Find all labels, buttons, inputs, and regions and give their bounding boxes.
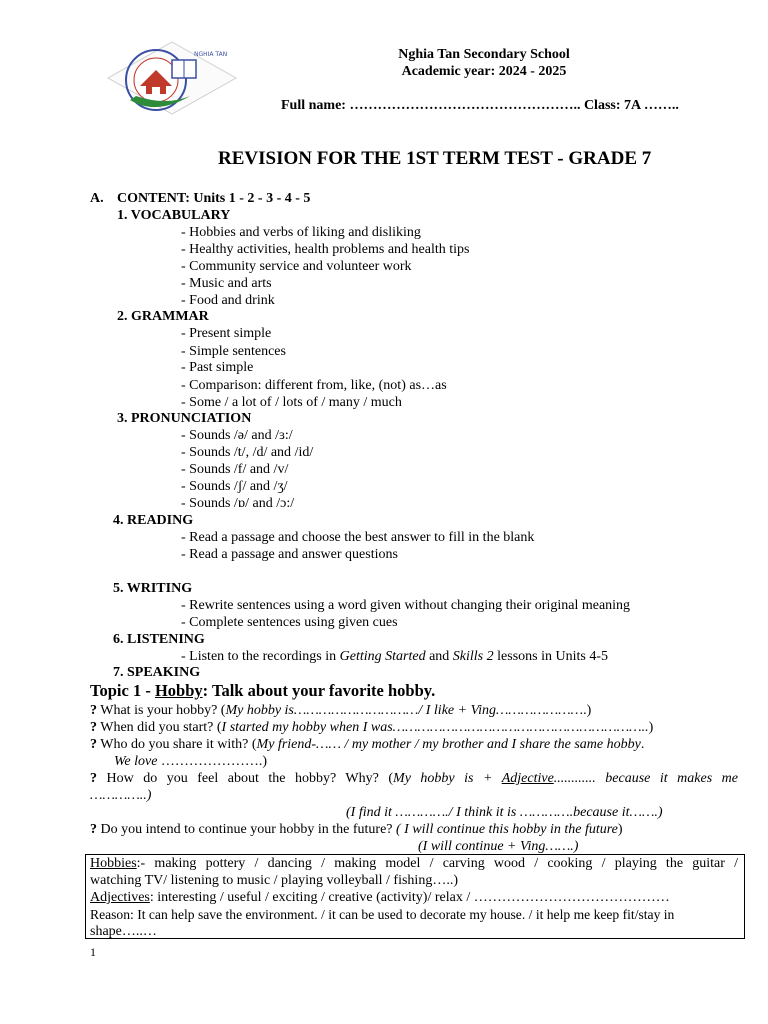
speaking-heading: 7. SPEAKING xyxy=(113,665,201,680)
listening-suffix: lessons in Units 4-5 xyxy=(493,649,608,664)
answer-adjective: Adjective xyxy=(501,771,554,786)
question-text: Who do you share it with? ( xyxy=(97,737,257,752)
listening-mid: and xyxy=(425,649,453,664)
section-a-heading: CONTENT: Units 1 - 2 - 3 - 4 - 5 xyxy=(117,191,311,206)
answer-hint: My hobby is + xyxy=(393,771,502,786)
box-reason-line-1: Reason: It can help save the environment. / it can be used to decorate my house. / it help me keep fit/stay in xyxy=(90,907,675,922)
list-item: - Simple sentences xyxy=(181,344,286,359)
answer-hint: We love xyxy=(114,754,158,769)
question-mark: ? xyxy=(90,703,97,718)
hobbies-list: :- making pottery / dancing / making model / carving wood / cooking / playing the guitar / xyxy=(136,856,738,871)
topic-heading xyxy=(90,682,435,699)
topic-prefix: Topic 1 - xyxy=(90,681,155,700)
adjectives-list: : interesting / useful / exciting / creative (activity)/ relax / …………………………………… xyxy=(149,890,670,905)
question-1 xyxy=(90,702,591,719)
box-adjectives-line xyxy=(90,889,670,906)
question-3 xyxy=(90,736,644,753)
pronunciation-heading: 3. PRONUNCIATION xyxy=(117,411,252,426)
box-reason-line-2: shape…..… xyxy=(90,924,157,939)
list-item: - Sounds /ʃ/ and /ʒ/ xyxy=(181,479,288,494)
question-text: What is your hobby? ( xyxy=(97,703,226,718)
academic-year: Academic year: 2024 - 2025 xyxy=(401,64,567,79)
reading-heading: 4. READING xyxy=(113,513,194,528)
list-item: - Hobbies and verbs of liking and disliking xyxy=(181,225,421,240)
svg-text:NGHIA TAN: NGHIA TAN xyxy=(194,51,228,58)
list-item: - Comparison: different from, like, (not) as…as xyxy=(181,378,447,393)
answer-hint: ( I will continue this hobby in the future xyxy=(396,822,618,837)
list-item: - Read a passage and choose the best answer to fill in the blank xyxy=(181,530,535,545)
answer-close: .) xyxy=(583,703,592,718)
answer-close: . xyxy=(640,737,645,752)
listening-prefix: - Listen to the recordings in xyxy=(181,649,340,664)
listening-em-getting-started: Getting Started xyxy=(339,649,426,664)
listening-em-skills2: Skills 2 xyxy=(452,649,494,664)
adjectives-label: Adjectives xyxy=(90,890,150,905)
answer-blank: ………………….) xyxy=(157,754,268,769)
page-title: REVISION FOR THE 1ST TERM TEST - GRADE 7 xyxy=(218,148,652,169)
list-item: - Food and drink xyxy=(181,293,275,308)
list-item: - Sounds /f/ and /v/ xyxy=(181,462,289,477)
list-item: - Sounds /ɒ/ and /ɔ:/ xyxy=(181,496,295,511)
list-item: - Sounds /ə/ and /ɜ:/ xyxy=(181,428,293,443)
list-item: - Rewrite sentences using a word given without changing their original meaning xyxy=(181,598,631,613)
question-text: How do you feel about the hobby? Why? ( xyxy=(97,771,394,786)
answer-hint: I started my hobby when I was…………………………………………………….. xyxy=(221,720,649,735)
question-text: Do you intend to continue your hobby in the future? xyxy=(97,822,396,837)
fullname-class-line: Full name: ………………………………………….. Class: 7A …….. xyxy=(281,98,679,113)
grammar-heading: 2. GRAMMAR xyxy=(117,309,209,324)
list-item: - Music and arts xyxy=(181,276,272,291)
list-item: - Complete sentences using given cues xyxy=(181,615,398,630)
list-item: - Sounds /t/, /d/ and /id/ xyxy=(181,445,314,460)
question-mark: ? xyxy=(90,771,97,786)
topic-keyword: Hobby xyxy=(154,681,203,700)
question-4 xyxy=(90,770,738,787)
question-mark: ? xyxy=(90,737,97,752)
hobbies-label: Hobbies xyxy=(90,856,137,871)
list-item: - Some / a lot of / lots of / many / much xyxy=(181,395,402,410)
list-item: - Community service and volunteer work xyxy=(181,259,412,274)
box-hobbies-line-2: watching TV/ listening to music / playing volleyball / fishing…..) xyxy=(90,873,458,888)
answer-hint: My friend-…… / my mother / my brother and I share the same hobby xyxy=(256,737,641,752)
listening-heading: 6. LISTENING xyxy=(113,632,205,647)
question-2 xyxy=(90,719,653,736)
list-item xyxy=(181,648,608,665)
box-hobbies-line-1 xyxy=(90,855,738,872)
question-4-continuation: …………..) xyxy=(90,788,152,803)
question-text: When did you start? ( xyxy=(97,720,222,735)
answer-hint: My hobby is…………………………/ I like + Ving………………… xyxy=(225,703,584,718)
list-item: - Healthy activities, health problems and health tips xyxy=(181,242,470,257)
answer-close: ) xyxy=(648,720,654,735)
section-a-letter: A. xyxy=(90,191,104,206)
school-name: Nghia Tan Secondary School xyxy=(398,47,570,62)
page-number: 1 xyxy=(90,945,96,959)
list-item: - Read a passage and answer questions xyxy=(181,547,398,562)
question-mark: ? xyxy=(90,720,97,735)
question-mark: ? xyxy=(90,822,97,837)
question-5-alternative: (I will continue + Ving…….) xyxy=(418,839,579,854)
writing-heading: 5. WRITING xyxy=(113,581,193,596)
topic-rest: : Talk about your favorite hobby. xyxy=(202,681,436,700)
question-5 xyxy=(90,821,623,838)
question-4-alternative: (I find it …………./ I think it is ………….because it…….) xyxy=(346,805,663,820)
vocabulary-heading: 1. VOCABULARY xyxy=(117,208,231,223)
list-item: - Past simple xyxy=(181,360,254,375)
list-item: - Present simple xyxy=(181,326,272,341)
answer-hint-post: ............ because it makes me xyxy=(553,771,738,786)
answer-close: ) xyxy=(617,822,623,837)
question-3-continuation xyxy=(114,753,267,770)
